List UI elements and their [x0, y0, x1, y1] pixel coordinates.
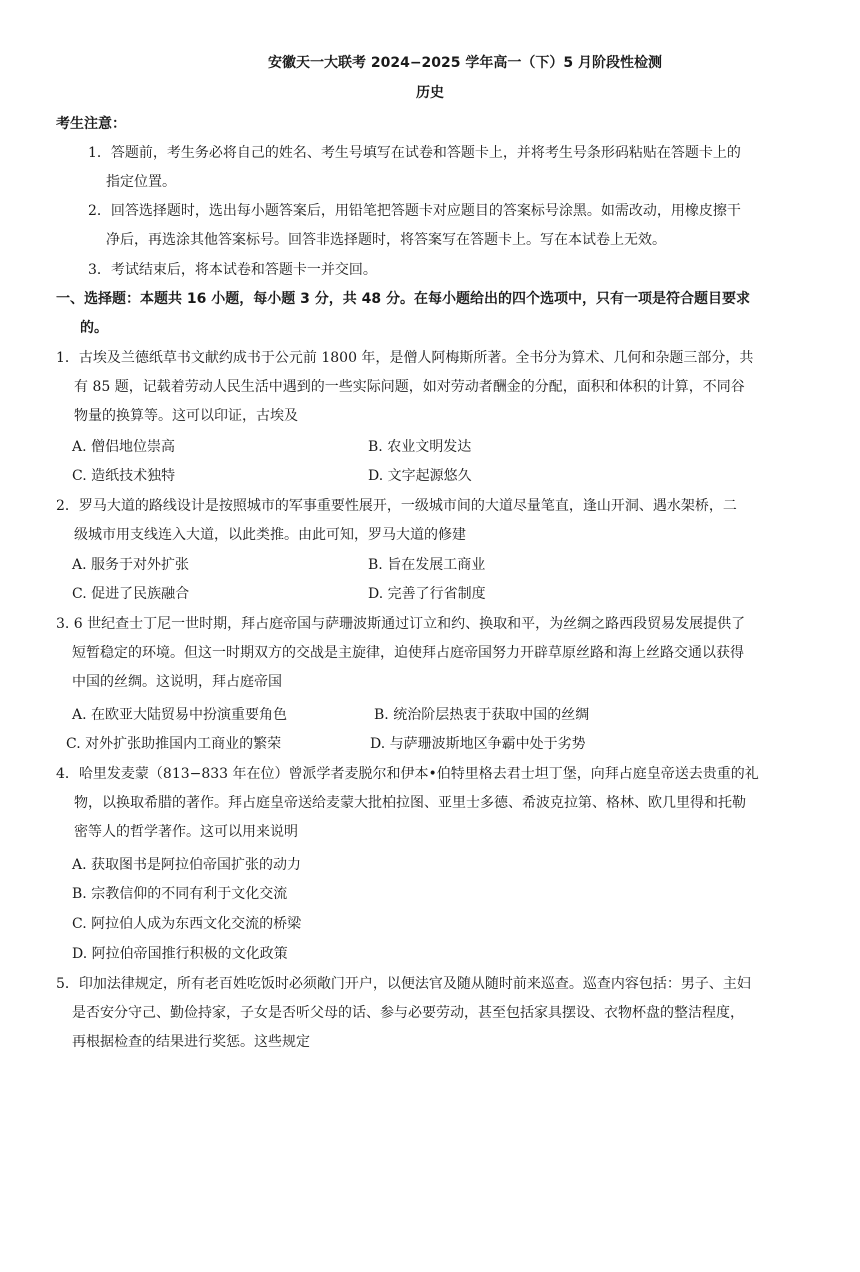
question-4-option-c[interactable]: C. 阿拉伯人成为东西文化交流的桥梁 — [72, 916, 302, 932]
question-4-option-b[interactable]: B. 宗教信仰的不同有利于文化交流 — [72, 886, 288, 902]
notice-heading: 考生注意： — [56, 116, 126, 132]
question-2-option-b[interactable]: B. 旨在发展工商业 — [368, 557, 486, 573]
question-3-line-2: 短暂稳定的环境。但这一时期双方的交战是主旋律，迫使拜占庭帝国努力开辟草原丝路和海上丝路交通以获得 — [72, 645, 744, 661]
question-1-option-a[interactable]: A. 僧侣地位崇高 — [72, 439, 176, 455]
notice-item-1-line-1: 1．答题前，考生务必将自己的姓名、考生号填写在试卷和答题卡上，并将考生号条形码粘贴在答题卡上的 — [88, 145, 741, 161]
question-2-line-1: 2．罗马大道的路线设计是按照城市的军事重要性展开，一级城市间的大道尽量笔直，逢山开洞、遇水架桥，二 — [56, 498, 737, 514]
question-3-option-b[interactable]: B. 统治阶层热衷于获取中国的丝绸 — [374, 707, 590, 723]
question-3-option-d[interactable]: D. 与萨珊波斯地区争霸中处于劣势 — [370, 736, 586, 752]
subject-title: 历史 — [416, 85, 444, 101]
question-4-line-3: 密等人的哲学著作。这可以用来说明 — [74, 824, 298, 840]
question-5-line-3: 再根据检查的结果进行奖惩。这些规定 — [72, 1034, 310, 1050]
question-3-line-1: 3. 6 世纪查士丁尼一世时期，拜占庭帝国与萨珊波斯通过订立和约、换取和平，为丝绸之路西段贸易发展提供了 — [56, 616, 746, 632]
question-3-option-a[interactable]: A. 在欧亚大陆贸易中扮演重要角色 — [72, 707, 288, 723]
question-3-line-3: 中国的丝绸。这说明，拜占庭帝国 — [72, 674, 282, 690]
section-heading-line-1: 一、选择题：本题共 16 小题，每小题 3 分，共 48 分。在每小题给出的四个选项中，只有一项是符合题目要求 — [56, 291, 750, 307]
question-3-option-c[interactable]: C. 对外扩张助推国内工商业的繁荣 — [66, 736, 282, 752]
exam-title: 安徽天一大联考 2024−2025 学年高一（下）5 月阶段性检测 — [267, 55, 663, 71]
question-4-option-d[interactable]: D. 阿拉伯帝国推行积极的文化政策 — [72, 946, 288, 962]
question-1-line-2: 有 85 题，记载着劳动人民生活中遇到的一些实际问题，如对劳动者酬金的分配，面积和体积的计算，不同谷 — [74, 379, 745, 395]
question-1-line-1: 1．古埃及兰德纸草书文献约成书于公元前 1800 年，是僧人阿梅斯所著。全书分为算术、几何和杂题三部分，共 — [56, 350, 754, 366]
notice-item-1-line-2: 指定位置。 — [106, 174, 176, 190]
question-1-option-d[interactable]: D. 文字起源悠久 — [368, 468, 472, 484]
question-4-line-1: 4．哈里发麦蒙（813−833 年在位）曾派学者麦脱尔和伊本•伯特里格去君士坦丁堡，向拜占庭皇帝送去贵重的礼 — [56, 766, 759, 782]
question-5-line-1: 5．印加法律规定，所有老百姓吃饭时必须敞门开户，以便法官及随从随时前来巡查。巡查内容包括：男子、主妇 — [56, 976, 751, 992]
question-5-line-2: 是否安分守己、勤俭持家，子女是否听父母的话、参与必要劳动，甚至包括家具摆设、衣物杯盘的整洁程度， — [72, 1005, 744, 1021]
section-heading-line-2: 的。 — [80, 320, 108, 336]
question-1-option-c[interactable]: C. 造纸技术独特 — [72, 468, 176, 484]
question-4-option-a[interactable]: A. 获取图书是阿拉伯帝国扩张的动力 — [72, 857, 302, 873]
question-1-line-3: 物量的换算等。这可以印证，古埃及 — [74, 408, 298, 424]
question-2-option-c[interactable]: C. 促进了民族融合 — [72, 586, 190, 602]
notice-item-2-line-1: 2．回答选择题时，选出每小题答案后，用铅笔把答题卡对应题目的答案标号涂黑。如需改动，用橡皮擦干 — [88, 203, 741, 219]
question-2-option-a[interactable]: A. 服务于对外扩张 — [72, 557, 190, 573]
question-2-option-d[interactable]: D. 完善了行省制度 — [368, 586, 486, 602]
notice-item-2-line-2: 净后，再选涂其他答案标号。回答非选择题时，将答案写在答题卡上。写在本试卷上无效。 — [106, 232, 666, 248]
question-1-option-b[interactable]: B. 农业文明发达 — [368, 439, 472, 455]
question-4-line-2: 物，以换取希腊的著作。拜占庭皇帝送给麦蒙大批柏拉图、亚里士多德、希波克拉第、格林、欧几里得和托勒 — [74, 795, 746, 811]
notice-item-3-line-1: 3．考试结束后，将本试卷和答题卡一并交回。 — [88, 262, 377, 278]
question-2-line-2: 级城市用支线连入大道，以此类推。由此可知，罗马大道的修建 — [74, 527, 466, 543]
